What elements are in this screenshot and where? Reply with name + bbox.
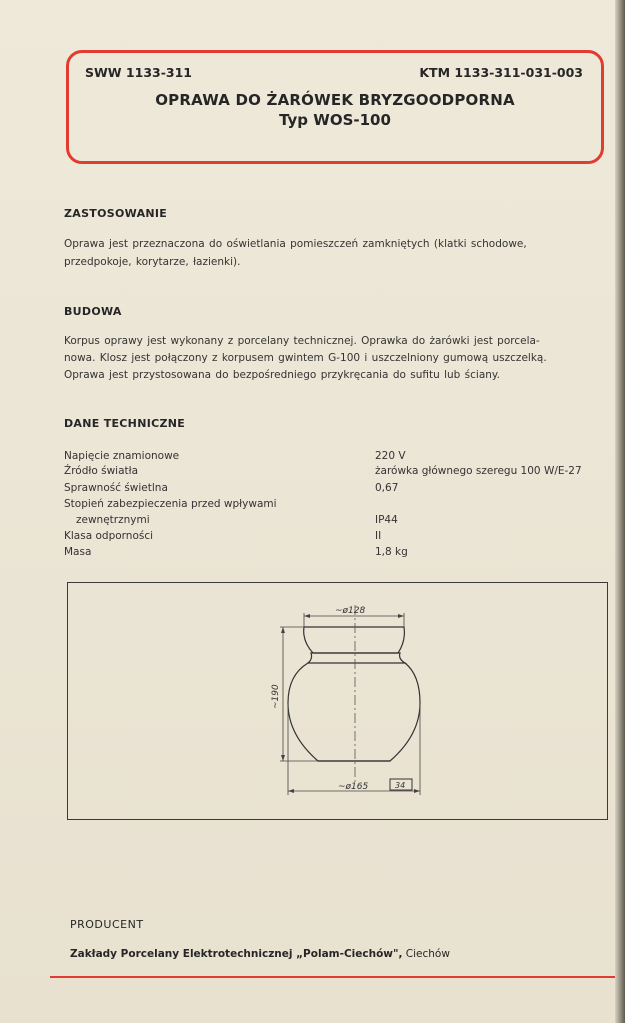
producent-name	[70, 948, 450, 960]
zastosowanie-heading: ZASTOSOWANIE	[64, 207, 168, 220]
dim-height-label: ~190	[271, 684, 281, 709]
spec-label: Źródło światła	[64, 465, 139, 477]
spec-value: 1,8 kg	[375, 546, 408, 558]
producent-name-bold: Zakłady Porcelany Elektrotechnicznej „Polam-Ciechów",	[70, 948, 403, 960]
budowa-line-3: Oprawa jest przystosowana do bezpośredniego przykręcania do sufitu lub ściany.	[64, 369, 500, 381]
header-box	[66, 50, 604, 164]
technical-drawing-frame	[67, 582, 608, 820]
ktm-code: KTM 1133-311-031-003	[419, 65, 583, 80]
document-type: Typ WOS-100	[279, 111, 391, 129]
spec-value: żarówka głównego szeregu 100 W/E-27	[375, 465, 582, 477]
spec-label: Sprawność świetlna	[64, 482, 168, 494]
dane-techniczne-heading: DANE TECHNICZNE	[64, 417, 186, 430]
spec-label: zewnętrznymi	[76, 514, 150, 526]
zastosowanie-line-1: Oprawa jest przeznaczona do oświetlania pomieszczeń zamkniętych (klatki schodowe,	[64, 238, 527, 250]
dim-bottom-label: ~ø165	[338, 782, 369, 792]
dim-top-label: ~ø128	[335, 606, 366, 616]
sww-code: SWW 1133-311	[85, 65, 193, 80]
page-edge-shadow	[615, 0, 625, 1023]
spec-value: 220 V	[375, 450, 406, 462]
lamp-drawing	[68, 583, 606, 818]
budowa-line-1: Korpus oprawy jest wykonany z porcelany technicznej. Oprawka do żarówki jest porcela-	[64, 335, 540, 347]
producent-city: Ciechów	[402, 948, 450, 960]
document-title: OPRAWA DO ŻARÓWEK BRYZGOODPORNA	[155, 91, 515, 109]
drawing-box-label: 34	[395, 781, 406, 790]
spec-label: Masa	[64, 546, 92, 558]
producent-heading: PRODUCENT	[70, 918, 144, 931]
zastosowanie-line-2: przedpokoje, korytarze, łazienki).	[64, 256, 241, 268]
budowa-heading: BUDOWA	[64, 305, 122, 318]
lamp-collar-outline	[308, 653, 405, 663]
spec-label: Stopień zabezpieczenia przed wpływami	[64, 498, 277, 510]
spec-label: Napięcie znamionowe	[64, 450, 180, 462]
bottom-red-rule	[50, 976, 620, 978]
spec-value: 0,67	[375, 482, 399, 494]
budowa-line-2: nowa. Klosz jest połączony z korpusem gwintem G-100 i uszczelniony gumową uszczelką.	[64, 352, 547, 364]
lamp-globe-outline	[288, 663, 420, 761]
spec-value: IP44	[375, 514, 398, 526]
lamp-base-outline	[304, 627, 405, 653]
spec-value: II	[375, 530, 382, 542]
spec-label: Klasa odporności	[64, 530, 154, 542]
